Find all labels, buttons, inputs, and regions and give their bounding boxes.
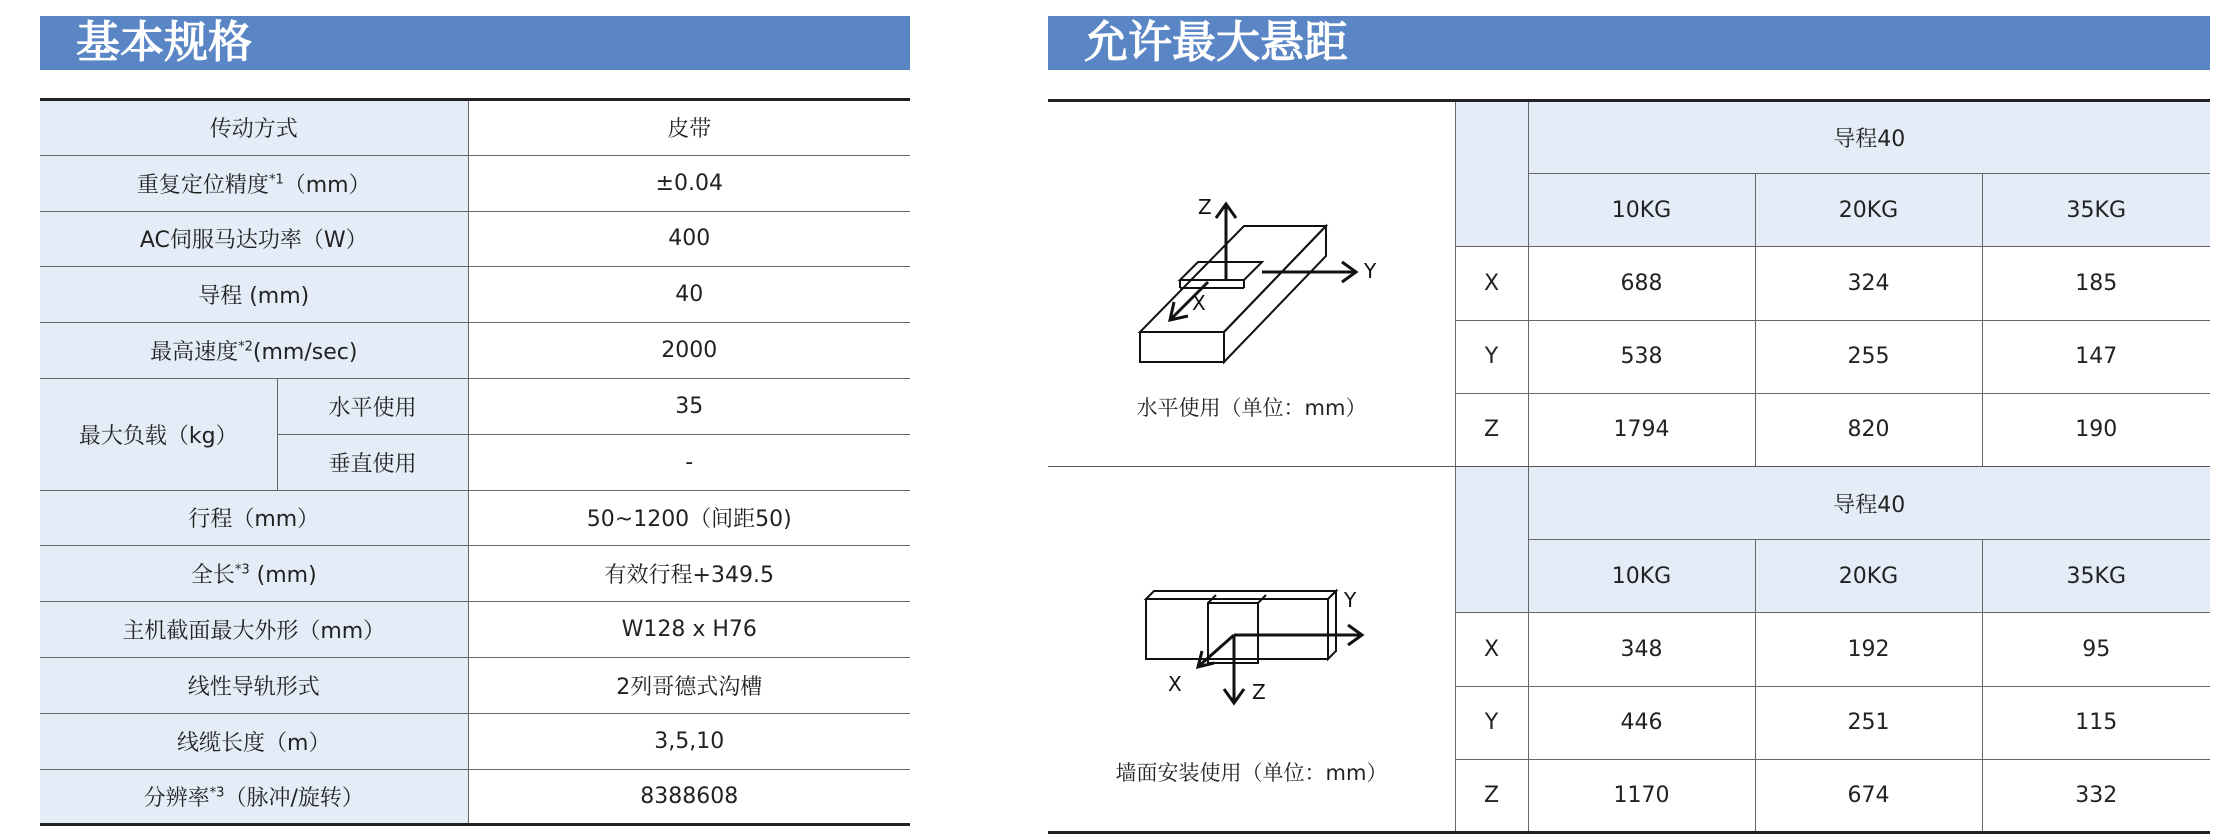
axis-label-y: Y [1364,259,1377,283]
horizontal-use-diagram-cell [1048,101,1455,467]
axis-cell: X [1455,247,1528,320]
wall-mount-diagram-cell [1048,467,1455,833]
axis-label-y: Y [1344,588,1357,612]
table-row [40,546,910,602]
lead-header: 导程40 [1528,467,2210,540]
spec-value: 2列哥德式沟槽 [468,657,910,713]
table-row [40,267,910,323]
spec-label: 传动方式 [40,100,468,156]
load-header: 35KG [1982,174,2210,247]
axis-label-z: Z [1198,195,1212,219]
axis-cell: X [1455,613,1528,686]
overhang-value: 820 [1755,393,1982,466]
spec-label: 线性导轨形式 [40,657,468,713]
axis-header-blank [1455,467,1528,613]
load-header: 20KG [1755,540,1982,613]
overhang-value: 190 [1982,393,2210,466]
spec-label: 最高速度$^{*2}$(mm/sec) [40,323,468,379]
overhang-value: 348 [1528,613,1755,686]
axis-label-z: Z [1252,680,1266,704]
overhang-value: 251 [1755,686,1982,759]
overhang-value: 674 [1755,759,1982,832]
basic-spec-title: 基本规格 [40,16,910,70]
spec-value: W128 x H76 [468,602,910,658]
table-row [1048,467,2210,540]
spec-value: 皮带 [468,100,910,156]
table-row [40,769,910,825]
axis-cell: Z [1455,393,1528,466]
overhang-value: 332 [1982,759,2210,832]
overhang-value: 147 [1982,320,2210,393]
table-row [40,657,910,713]
spec-value: 50~1200（间距50) [468,490,910,546]
spec-value: 有效行程+349.5 [468,546,910,602]
spec-label: 主机截面最大外形（mm） [40,602,468,658]
overhang-value: 538 [1528,320,1755,393]
load-header: 10KG [1528,540,1755,613]
table-row [40,378,910,434]
spec-value: 2000 [468,323,910,379]
overhang-value: 688 [1528,247,1755,320]
max-overhang-title: 允许最大悬距 [1048,16,2210,70]
axis-label-x: X [1168,672,1182,696]
vertical-load-value: - [468,434,910,490]
table-row [40,100,910,156]
spec-label: 线缆长度（m） [40,713,468,769]
spec-label: 分辨率$^{*3}$（脉冲/旋转） [40,769,468,825]
vertical-use-label: 垂直使用 [277,434,468,490]
axis-cell: Y [1455,320,1528,393]
horizontal-load-value: 35 [468,378,910,434]
overhang-value: 1794 [1528,393,1755,466]
wall-mount-caption: 墙面安装使用（单位：mm） [1115,761,1388,785]
spec-label: 全长$^{*3}$ (mm) [40,546,468,602]
spec-label: AC伺服马达功率（W） [40,211,468,267]
table-row [40,155,910,211]
max-load-label: 最大负载（kg） [40,378,277,490]
spec-value: 3,5,10 [468,713,910,769]
overhang-value: 192 [1755,613,1982,686]
overhang-value: 446 [1528,686,1755,759]
table-row [40,602,910,658]
overhang-table [1048,99,2210,834]
overhang-value: 115 [1982,686,2210,759]
spec-label: 行程（mm） [40,490,468,546]
spec-value: 400 [468,211,910,267]
axis-header-blank [1455,101,1528,247]
axis-cell: Z [1455,759,1528,832]
load-header: 35KG [1982,540,2210,613]
horizontal-use-caption: 水平使用（单位：mm） [1136,396,1367,420]
overhang-value: 324 [1755,247,1982,320]
overhang-value: 185 [1982,247,2210,320]
horizontal-use-label: 水平使用 [277,378,468,434]
load-header: 20KG [1755,174,1982,247]
table-row [40,211,910,267]
overhang-value: 255 [1755,320,1982,393]
basic-spec-table [40,98,910,826]
table-row [40,713,910,769]
overhang-value: 95 [1982,613,2210,686]
spec-value: 8388608 [468,769,910,825]
table-row [40,323,910,379]
lead-header: 导程40 [1528,101,2210,174]
overhang-value: 1170 [1613,782,1670,808]
axis-cell: Y [1455,686,1528,759]
load-header: 10KG [1528,174,1755,247]
axis-label-x: X [1192,291,1206,315]
table-row [40,490,910,546]
spec-label: 重复定位精度$^{*1}$（mm） [40,155,468,211]
spec-value: 40 [468,267,910,323]
table-row [1048,101,2210,174]
spec-value: ±0.04 [468,155,910,211]
spec-label: 导程 (mm) [40,267,468,323]
